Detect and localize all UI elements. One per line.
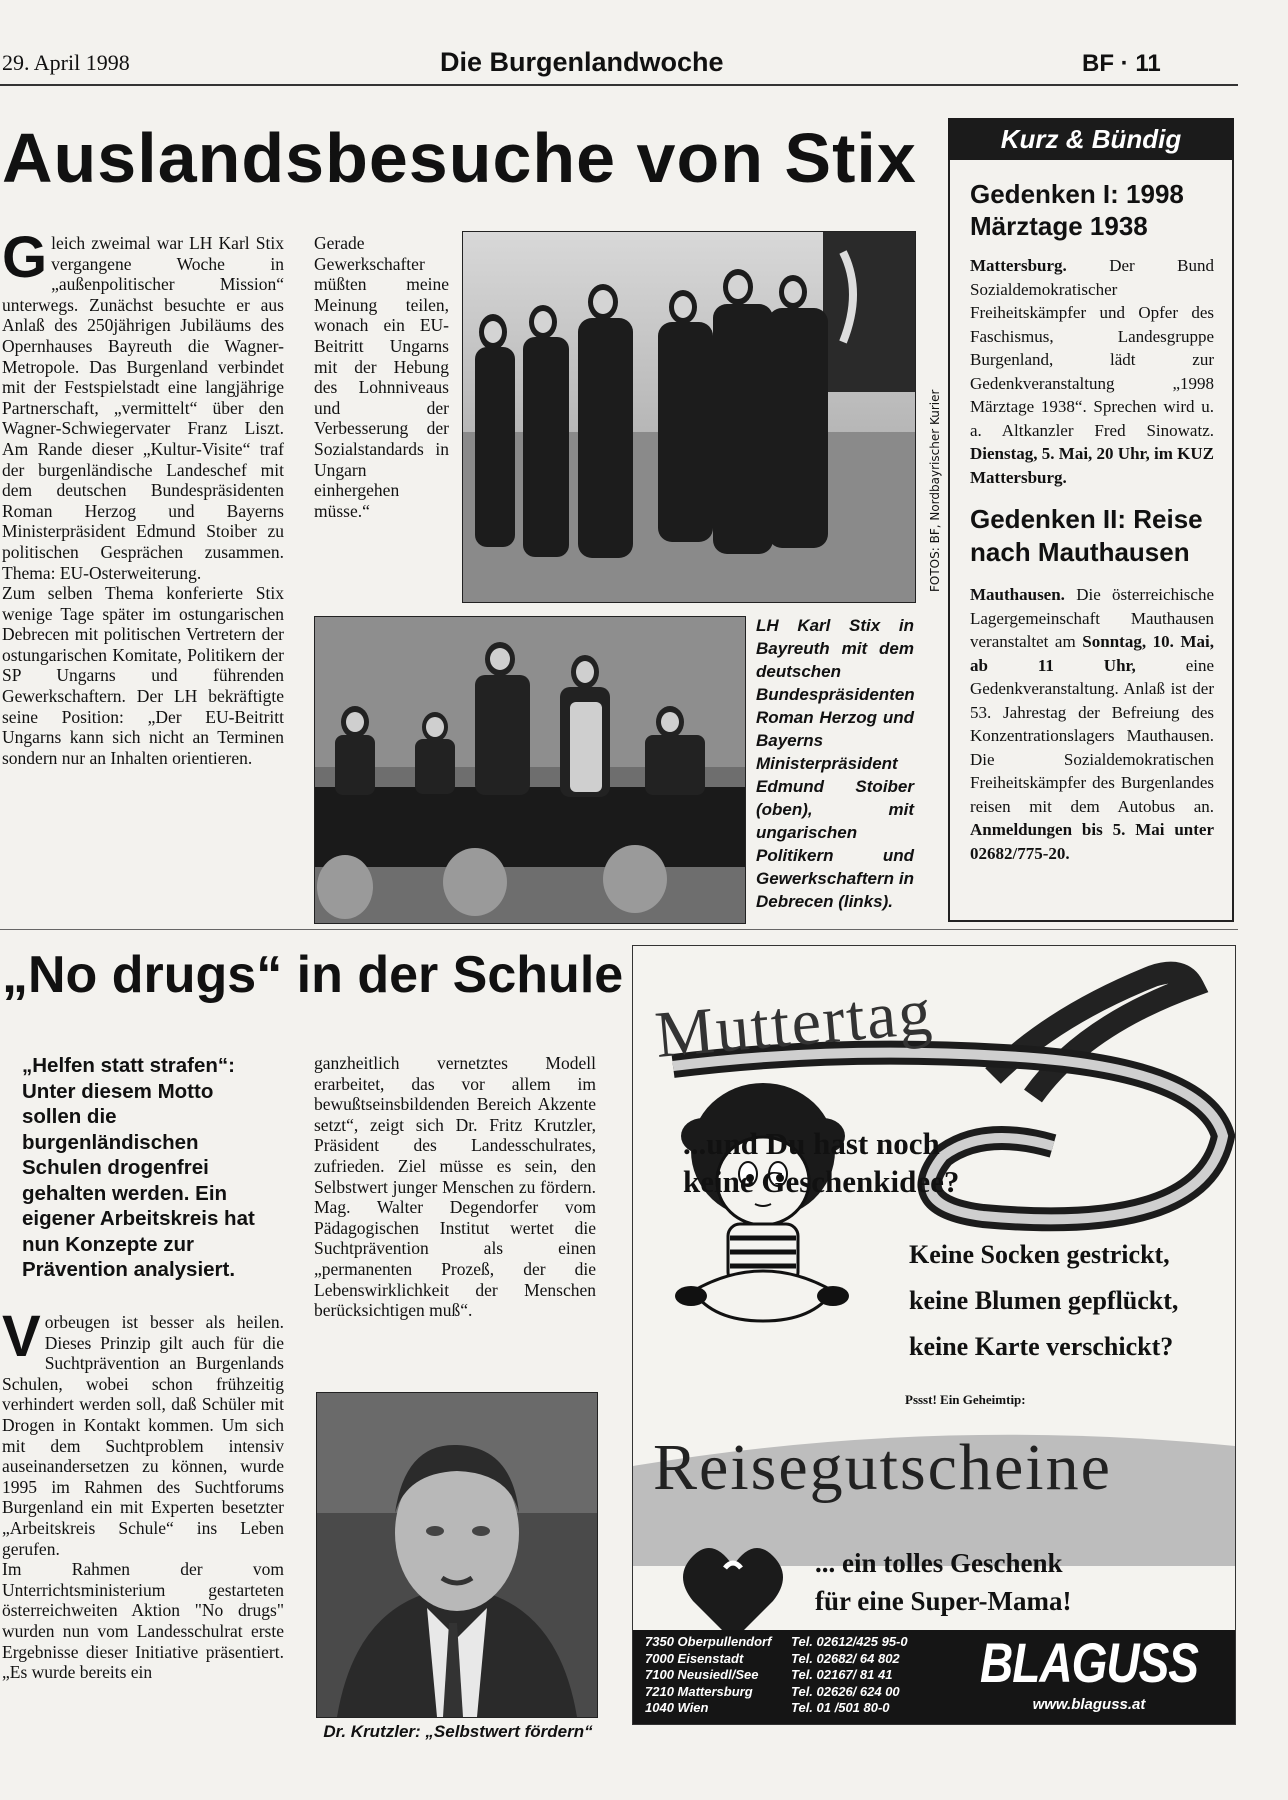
photo-debrecen bbox=[314, 616, 746, 924]
article-paragraph: leich zweimal war LH Karl Stix vergangene Woche in „außenpolitischer Mission“ unterwegs. Zunächst besuchte er aus Anlaß des 250jährigen Jubiläums des Opernhauses Bayreuth die Wagner-Metropole. Das Burgenland verbindet mit der Festspielstadt eine langjährige Partnerschaft, „vermittelt“ über den Wagner-Schwiegervater Franz Liszt. Am Rande dieser „Kultur-Visite“ traf der burgenländische Landeschef mit dem deutschen Bundespräsidenten Roman Herzog und Bayerns Ministerpräsident Edmund Stoiber zu politischen Gesprächen zusammen. Thema: EU-Osterweiterung. bbox=[2, 233, 284, 583]
sidebar-item-text: Der Bund Sozialdemokratischer Freiheitskämpfer und Opfer des Faschismus, Landesgruppe Burgenland, lädt zur Gedenkveranstaltung „1998 Märztage 1938“. Sprechen wird u. a. Altkanzler Fred Sinowatz. bbox=[970, 256, 1215, 440]
sidebar-item-place: Mattersburg. bbox=[970, 256, 1067, 275]
photo-krutzler-image bbox=[317, 1393, 597, 1717]
article-column-2 bbox=[314, 1053, 596, 1321]
office-row: 7000 Eisenstadt Tel. 02682/ 64 802 bbox=[645, 1650, 900, 1666]
photo-caption: Dr. Krutzler: „Selbstwert fördern“ bbox=[323, 1722, 593, 1741]
office-row: 1040 Wien Tel. 01 /501 80-0 bbox=[645, 1700, 890, 1715]
office-row: 7210 Mattersburg Tel. 02626/ 624 00 bbox=[645, 1683, 900, 1699]
ad-footer bbox=[633, 1630, 1235, 1724]
sidebar-item-body bbox=[970, 583, 1214, 865]
article-paragraph: Zum selben Thema konferierte Stix wenige Tage später im ostungarischen Debrecen mit politischen Vertretern der ostungarischen Komitate, Politikern der SP Ungarns und führenden Gewerkschaftern. Der LH bekräftigte seine Position: „Der EU-Beitritt Ungarns kann sich nicht an Terminen sondern nur an Inhalten orientieren. bbox=[2, 583, 284, 768]
ad-rhetorical-line: keine Blumen gepflückt, bbox=[909, 1286, 1179, 1315]
photo-bayreuth bbox=[462, 231, 916, 603]
brand-logo: BLAGUSS bbox=[980, 1631, 1198, 1695]
ad-slogan: für eine Super-Mama! bbox=[815, 1586, 1072, 1616]
article-paragraph: Im Rahmen der vom Unterrichtsministerium gestarteten österreichweiten Aktion "No drugs" wurden nun vom Landesschulrat erste Ergebnisse dieser Initiative präsentiert. „Es wurde bereits ein bbox=[2, 1559, 284, 1683]
ad-rhetorical-line: keine Karte verschickt? bbox=[909, 1332, 1174, 1361]
sidebar-item-body bbox=[970, 254, 1214, 489]
sidebar-item-when: Sonntag, 10. Mai, ab 11 Uhr, bbox=[970, 632, 1215, 675]
page-number: BF · 11 bbox=[1082, 50, 1161, 77]
newspaper-name: Die Burgenlandwoche bbox=[440, 47, 724, 77]
article-headline: Auslandsbesuche von Stix bbox=[2, 119, 917, 197]
ad-product: Reisegutscheine bbox=[653, 1431, 1112, 1504]
ad-slogan: ... ein tolles Geschenk bbox=[815, 1548, 1063, 1578]
drop-cap: G bbox=[2, 225, 48, 290]
article-column-1 bbox=[2, 225, 284, 768]
article-column-2 bbox=[314, 233, 449, 521]
article-paragraph: Gerade Gewerkschafter müßten meine Meinung teilen, wonach ein EU-Beitritt Ungarns mit der Hebung des Lohnniveaus und der Verbesserung der Sozialstandards in Ungarn einhergehen müsse.“ bbox=[314, 233, 449, 521]
section-rule bbox=[0, 929, 1238, 930]
header-rule bbox=[0, 84, 1238, 86]
office-list bbox=[645, 1634, 945, 1717]
drop-cap: V bbox=[2, 1304, 41, 1369]
sidebar-item-when: Dienstag, 5. Mai, 20 Uhr, im KUZ Mattersburg. bbox=[970, 444, 1214, 487]
ad-tip: Pssst! Ein Geheimtip: bbox=[905, 1392, 1026, 1407]
sidebar-header: Kurz & Bündig bbox=[948, 118, 1234, 160]
sidebar-item-place: Mauthausen. bbox=[970, 585, 1065, 604]
photo-krutzler bbox=[316, 1392, 598, 1718]
photo-credit: FOTOS: BF, Nordbayrischer Kurier bbox=[928, 389, 942, 592]
office-row: 7100 Neusiedl/See Tel. 02167/ 81 41 bbox=[645, 1667, 893, 1682]
article-paragraph: ganzheitlich vernetztes Modell erarbeitet, das vor allem im bewußtseinsbildenden Bereich Akzente setzt“, zeigt sich Dr. Fritz Krutzler, Präsident des Landesschulrates, zufrieden. Ziel müsse es sein, den Selbstwert junger Menschen zu fördern. Mag. Walter Degendorfer vom Pädagogischen Institut wertet die Suchtprävention als einen „permanenten Prozeß, der die Lebenswirklichkeit der Menschen berücksichtigen muß“. bbox=[314, 1053, 596, 1321]
ad-rhetorical-line: Keine Socken gestrickt, bbox=[909, 1240, 1170, 1269]
sidebar-item-title: Gedenken II: Reise nach Mauthausen bbox=[970, 504, 1203, 567]
article-lead: „Helfen statt strafen“: Unter diesem Motto sollen die burgenländischen Schulen drogenfrei gehalten werden. Ein eigener Arbeitskreis hat nun Konzepte zur Prävention analysiert. bbox=[22, 1054, 255, 1281]
photo-caption: LH Karl Stix in Bayreuth mit dem deutschen Bundespräsidenten Roman Herzog und Bayerns Ministerpräsident Edmund Stoiber (oben), mit ungarischen Politikern und Gewerkschaftern in Debrecen (links). bbox=[756, 616, 915, 911]
office-row: 7350 Oberpullendorf Tel. 02612/425 95-0 bbox=[645, 1634, 908, 1649]
article-headline: „No drugs“ in der Schule bbox=[2, 946, 624, 1004]
sidebar-item-title: Gedenken I: 1998 Märztage 1938 bbox=[970, 179, 1184, 241]
ad-title: Muttertag bbox=[652, 975, 936, 1072]
advertisement bbox=[632, 945, 1236, 1725]
sidebar-item-registration: Anmeldungen bis 5. Mai unter 02682/775-20. bbox=[970, 820, 1214, 863]
sidebar-item-text: eine Gedenkveranstaltung. Anlaß ist der 53. Jahrestag der Befreiung des Konzentrationslagers Mauthausen. Die Sozialdemokratischen Freiheitskämpfer des Burgenlandes reisen mit dem Autobus an. bbox=[970, 655, 1215, 816]
photo-bayreuth-image bbox=[463, 232, 915, 602]
brand-url[interactable]: www.blaguss.at bbox=[1032, 1696, 1146, 1713]
article-column-1 bbox=[2, 1304, 284, 1683]
photo-debrecen-image bbox=[315, 617, 745, 923]
ad-question-line: ...und Du hast noch bbox=[683, 1126, 940, 1161]
page-date: 29. April 1998 bbox=[2, 50, 130, 75]
article-paragraph: orbeugen ist besser als heilen. Dieses Prinzip gilt auch für die Suchtprävention an Burgenlands Schulen, wobei schon frühzeitig verhindert werden soll, daß Schüler mit Drogen in Kontakt kommen. Um sich mit dem Suchtproblem intensiv auseinandersetzen zu können, wurde 1995 im Rahmen des Suchtforums Burgenland ein mit Experten besetzter „Arbeitskreis Schule“ ins Leben gerufen. bbox=[2, 1312, 284, 1559]
ad-question-line: keine Geschenkidee? bbox=[683, 1164, 960, 1199]
sidebar-item-text: Die österreichische Lagergemeinschaft Mauthausen veranstaltet am bbox=[970, 585, 1214, 651]
